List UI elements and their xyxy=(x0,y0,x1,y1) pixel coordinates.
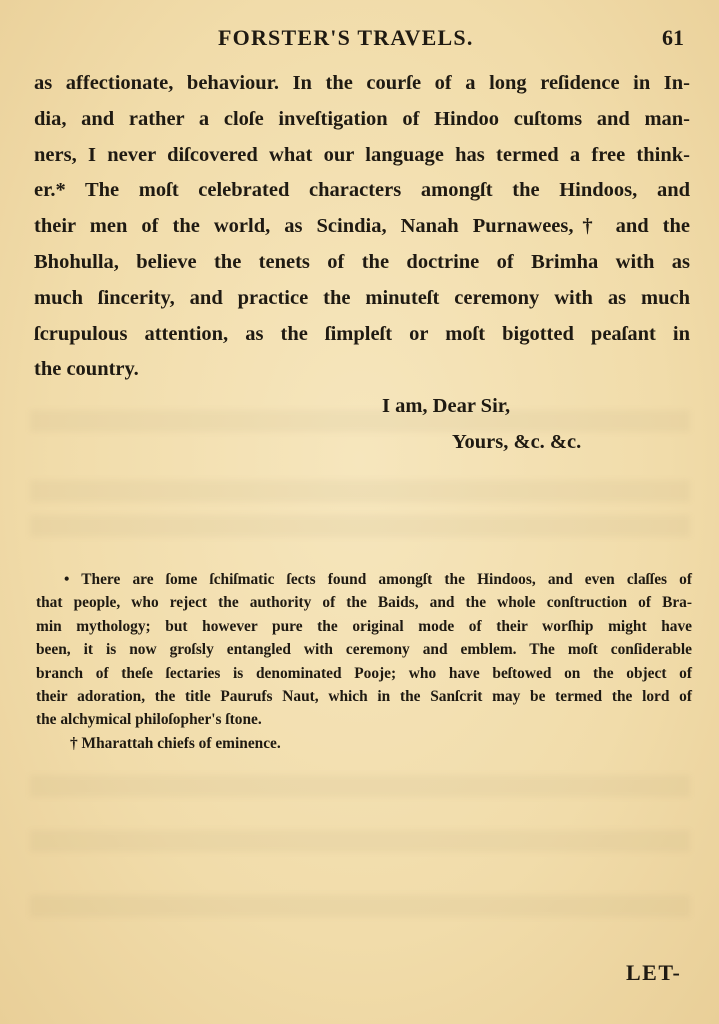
footnote-line: the alchymical philoſopher's ſtone. xyxy=(36,711,262,729)
text-line: er.* The moſt celebrated characters amongſt the Hindoos, and xyxy=(34,179,690,202)
show-through-shadow xyxy=(30,830,690,852)
show-through-shadow xyxy=(30,480,690,502)
footnote-line: • There are ſome ſchiſmatic ſects found amongſt the Hindoos, and even claſſes of xyxy=(64,571,692,588)
show-through-shadow xyxy=(30,775,690,797)
closing-regards: I am, Dear Sir, xyxy=(382,395,511,417)
running-title: FORSTER'S TRAVELS. xyxy=(218,25,474,50)
page-number: 61 xyxy=(662,25,684,50)
text-line: ſcrupulous attention, as the ſimpleſt or moſt bigotted peaſant in xyxy=(34,322,690,345)
running-header xyxy=(0,22,719,54)
footnotes xyxy=(36,568,692,755)
text-line: much ſincerity, and practice the minuteſt ceremony with as much xyxy=(34,286,690,309)
show-through-shadow xyxy=(30,410,690,432)
closing-signoff: Yours, &c. &c. xyxy=(452,431,582,453)
main-text xyxy=(34,66,690,388)
text-line: dia, and rather a cloſe inveſtigation of Hindoo cuſtoms and man- xyxy=(34,107,690,130)
text-line: the country. xyxy=(34,358,139,381)
text-line: Bhohulla, believe the tenets of the doctrine of Brimha with as xyxy=(34,250,690,273)
show-through-shadow xyxy=(30,515,690,537)
show-through-shadow xyxy=(30,895,690,917)
footnote-line: min mythology; but however pure the original mode of their worſhip might have xyxy=(36,617,692,635)
footnote-line: branch of theſe ſectaries is denominated Pooje; who have beſtowed on the object of xyxy=(36,664,692,682)
footnote-line: been, it is now groſsly entangled with ceremony and emblem. The moſt conſiderable xyxy=(36,641,692,659)
catchword: LET- xyxy=(626,960,682,985)
footnote-line: that people, who reject the authority of the Baids, and the whole conſtruction of Bra- xyxy=(36,594,692,612)
text-line: as affectionate, behaviour. In the courſe of a long reſidence in In- xyxy=(34,72,690,94)
footnote-dagger: † Mharattah chiefs of eminence. xyxy=(70,734,281,752)
text-line: their men of the world, as Scindia, Nanah Purnawees,† and the xyxy=(34,215,690,238)
footnote-line: their adoration, the title Paurufs Naut, which in the Sanſcrit may be termed the lord of xyxy=(36,688,692,706)
text-line: ners, I never diſcovered what our language has termed a free think- xyxy=(34,143,690,166)
